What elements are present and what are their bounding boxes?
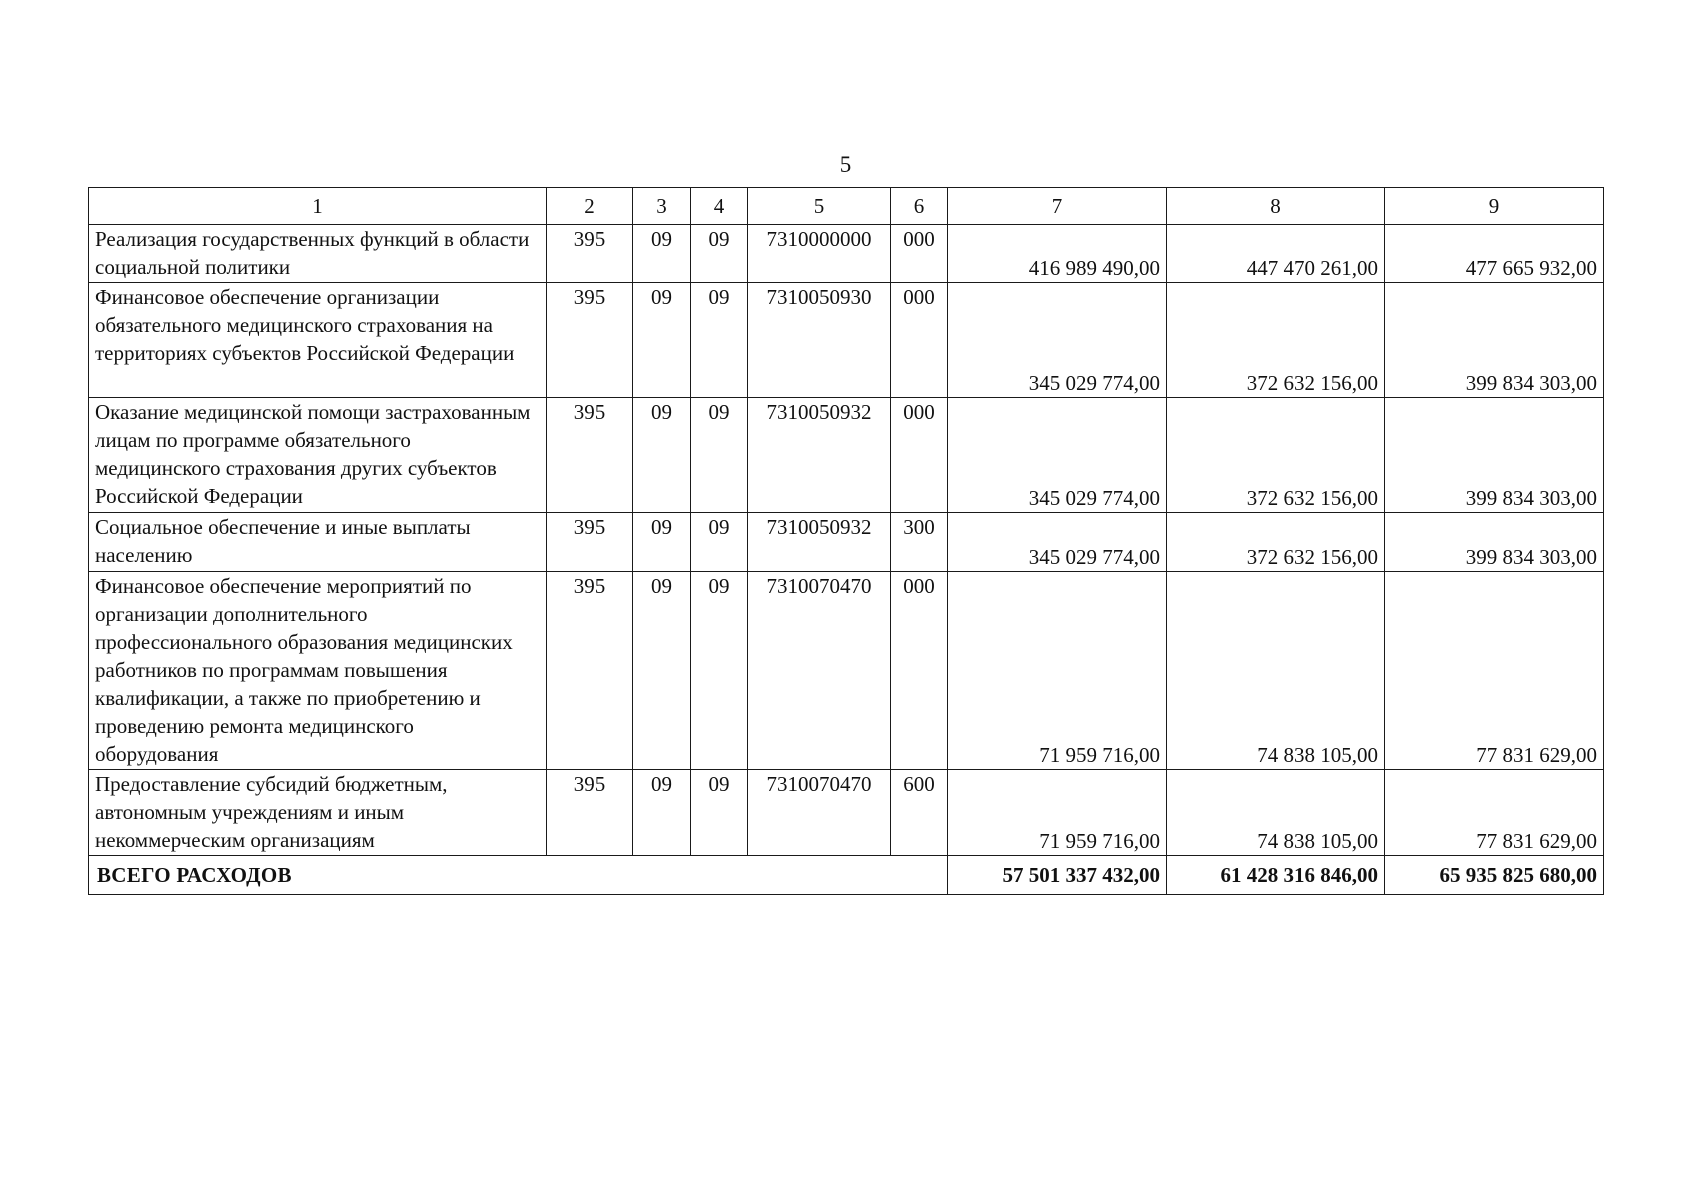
expense-name: Финансовое обеспечение мероприятий по организации дополнительного профессионального образования медицинских работников по программам повышения квалификации, а также по приобретению и проведению ремонта медицинского оборудования <box>89 572 547 770</box>
total-amount-year-3: 65 935 825 680,00 <box>1385 856 1604 895</box>
subsection-code: 09 <box>691 283 748 398</box>
expense-name: Реализация государственных функций в области социальной политики <box>89 225 547 283</box>
section-code: 09 <box>633 225 691 283</box>
expense-type-code: 600 <box>891 770 948 856</box>
section-code: 09 <box>633 283 691 398</box>
expense-type-code: 300 <box>891 513 948 572</box>
table-row <box>89 770 1604 856</box>
amount-year-1: 345 029 774,00 <box>948 283 1167 398</box>
amount-year-3: 399 834 303,00 <box>1385 283 1604 398</box>
section-code: 09 <box>633 398 691 513</box>
column-header: 8 <box>1167 188 1385 225</box>
amount-year-2: 447 470 261,00 <box>1167 225 1385 283</box>
amount-year-3: 399 834 303,00 <box>1385 398 1604 513</box>
total-row <box>89 856 1604 895</box>
column-header: 3 <box>633 188 691 225</box>
target-article-code: 7310000000 <box>748 225 891 283</box>
target-article-code: 7310070470 <box>748 770 891 856</box>
column-number-header-row <box>89 188 1604 225</box>
amount-year-2: 372 632 156,00 <box>1167 513 1385 572</box>
amount-year-3: 399 834 303,00 <box>1385 513 1604 572</box>
total-amount-year-1: 57 501 337 432,00 <box>948 856 1167 895</box>
amount-year-3: 77 831 629,00 <box>1385 572 1604 770</box>
table-row <box>89 283 1604 398</box>
expense-type-code: 000 <box>891 398 948 513</box>
section-code: 09 <box>633 513 691 572</box>
ministry-code: 395 <box>547 283 633 398</box>
subsection-code: 09 <box>691 572 748 770</box>
amount-year-3: 77 831 629,00 <box>1385 770 1604 856</box>
total-label: ВСЕГО РАСХОДОВ <box>89 856 948 895</box>
amount-year-2: 372 632 156,00 <box>1167 283 1385 398</box>
page-number <box>0 152 1691 178</box>
column-header: 5 <box>748 188 891 225</box>
page-number-text: 5 <box>839 152 852 177</box>
expense-name: Социальное обеспечение и иные выплаты населению <box>89 513 547 572</box>
table-row <box>89 225 1604 283</box>
column-header: 7 <box>948 188 1167 225</box>
subsection-code: 09 <box>691 770 748 856</box>
amount-year-1: 345 029 774,00 <box>948 513 1167 572</box>
column-header: 1 <box>89 188 547 225</box>
amount-year-1: 71 959 716,00 <box>948 572 1167 770</box>
subsection-code: 09 <box>691 513 748 572</box>
amount-year-2: 74 838 105,00 <box>1167 572 1385 770</box>
subsection-code: 09 <box>691 225 748 283</box>
ministry-code: 395 <box>547 513 633 572</box>
ministry-code: 395 <box>547 572 633 770</box>
target-article-code: 7310050930 <box>748 283 891 398</box>
column-header: 4 <box>691 188 748 225</box>
section-code: 09 <box>633 572 691 770</box>
ministry-code: 395 <box>547 225 633 283</box>
total-amount-year-2: 61 428 316 846,00 <box>1167 856 1385 895</box>
amount-year-1: 416 989 490,00 <box>948 225 1167 283</box>
expense-table <box>88 187 1604 895</box>
table-row <box>89 513 1604 572</box>
amount-year-2: 74 838 105,00 <box>1167 770 1385 856</box>
amount-year-1: 345 029 774,00 <box>948 398 1167 513</box>
table-row <box>89 398 1604 513</box>
target-article-code: 7310070470 <box>748 572 891 770</box>
column-header: 6 <box>891 188 948 225</box>
expense-name: Предоставление субсидий бюджетным, автономным учреждениям и иным некоммерческим организациям <box>89 770 547 856</box>
expense-type-code: 000 <box>891 283 948 398</box>
amount-year-1: 71 959 716,00 <box>948 770 1167 856</box>
column-header: 2 <box>547 188 633 225</box>
table-row <box>89 572 1604 770</box>
amount-year-2: 372 632 156,00 <box>1167 398 1385 513</box>
section-code: 09 <box>633 770 691 856</box>
expense-type-code: 000 <box>891 225 948 283</box>
expense-name: Финансовое обеспечение организации обязательного медицинского страхования на территориях субъектов Российской Федерации <box>89 283 547 398</box>
expense-type-code: 000 <box>891 572 948 770</box>
amount-year-3: 477 665 932,00 <box>1385 225 1604 283</box>
subsection-code: 09 <box>691 398 748 513</box>
expense-name: Оказание медицинской помощи застрахованным лицам по программе обязательного медицинского страхования других субъектов Российской Федерации <box>89 398 547 513</box>
target-article-code: 7310050932 <box>748 398 891 513</box>
ministry-code: 395 <box>547 770 633 856</box>
ministry-code: 395 <box>547 398 633 513</box>
target-article-code: 7310050932 <box>748 513 891 572</box>
column-header: 9 <box>1385 188 1604 225</box>
